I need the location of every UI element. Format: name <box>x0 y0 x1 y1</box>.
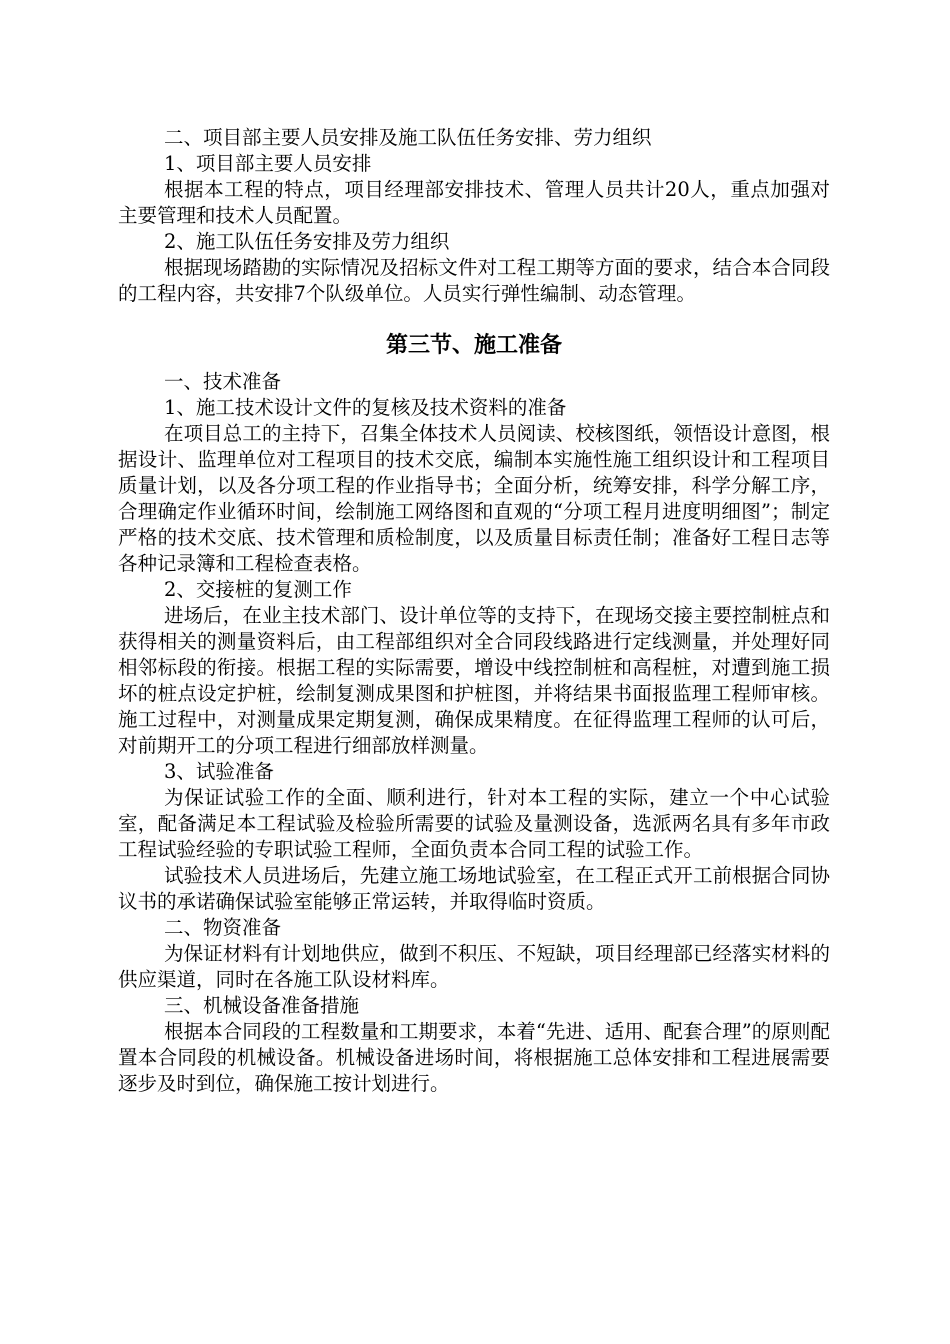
subheading-design-review: 1、施工技术设计文件的复核及技术资料的准备 <box>164 396 567 419</box>
document-page <box>118 125 830 1097</box>
paragraph-test-lab: 为保证试验工作的全面、顺利进行，针对本工程的实际，建立一个中心试验室，配备满足本工程试验及检验所需要的试验及量测设备，选派两名具有多年市政工程试验经验的专职试验工程师，全面负责本合同工程的试验工作。 <box>118 786 830 861</box>
subheading-equipment-prep: 三、机械设备准备措施 <box>164 994 360 1017</box>
subheading-staff-organization: 二、项目部主要人员安排及施工队伍任务安排、劳力组织 <box>164 126 652 149</box>
paragraph-survey-recheck: 进场后，在业主技术部门、设计单位等的支持下，在现场交接主要控制桩点和获得相关的测量资料后，由工程部组织对全合同段线路进行定线测量，并处理好同相邻标段的衔接。根据工程的实际需要，增设中线控制桩和高程桩，对遭到施工损坏的桩点设定护桩，绘制复测成果图和护桩图，并将结果书面报监理工程师审核。施工过程中，对测量成果定期复测，确保成果精度。在征得监理工程师的认可后，对前期开工的分项工程进行细部放样测量。 <box>118 604 830 757</box>
subheading-team-tasks: 2、施工队伍任务安排及劳力组织 <box>164 230 450 253</box>
paragraph-design-review: 在项目总工的主持下，召集全体技术人员阅读、校核图纸，领悟设计意图，根据设计、监理单位对工程项目的技术交底，编制本实施性施工组织设计和工程项目质量计划，以及各分项工程的作业指导书；全面分析，统筹安排，科学分解工序，合理确定作业循环时间，绘制施工网络图和直观的“分项工程月进度明细图”；制定严格的技术交底、技术管理和质检制度，以及质量目标责任制；准备好工程日志等各种记录簿和工程检查表格。 <box>118 422 830 575</box>
subheading-test-prep: 3、试验准备 <box>164 760 274 783</box>
section-title: 第三节、施工准备 <box>385 333 562 358</box>
subheading-survey-recheck: 2、交接桩的复测工作 <box>164 578 352 601</box>
subheading-material-prep: 二、物资准备 <box>164 916 282 939</box>
paragraph-key-personnel: 根据本工程的特点，项目经理部安排技术、管理人员共计20人，重点加强对主要管理和技术人员配置。 <box>118 178 830 227</box>
paragraph-material-prep: 为保证材料有计划地供应，做到不积压、不短缺，项目经理部已经落实材料的供应渠道，同时在各施工队设材料库。 <box>118 942 830 991</box>
paragraph-test-staff: 试验技术人员进场后，先建立施工场地试验室，在工程正式开工前根据合同协议书的承诺确保试验室能够正常运转，并取得临时资质。 <box>118 864 830 913</box>
subheading-key-personnel: 1、项目部主要人员安排 <box>164 152 372 175</box>
subheading-technical-prep: 一、技术准备 <box>164 370 282 393</box>
paragraph-team-tasks: 根据现场踏勘的实际情况及招标文件对工程工期等方面的要求，结合本合同段的工程内容，共安排7个队级单位。人员实行弹性编制、动态管理。 <box>118 256 830 305</box>
paragraph-equipment-prep: 根据本合同段的工程数量和工期要求，本着“先进、适用、配套合理”的原则配置本合同段的机械设备。机械设备进场时间，将根据施工总体安排和工程进展需要逐步及时到位，确保施工按计划进行。 <box>118 1020 830 1095</box>
